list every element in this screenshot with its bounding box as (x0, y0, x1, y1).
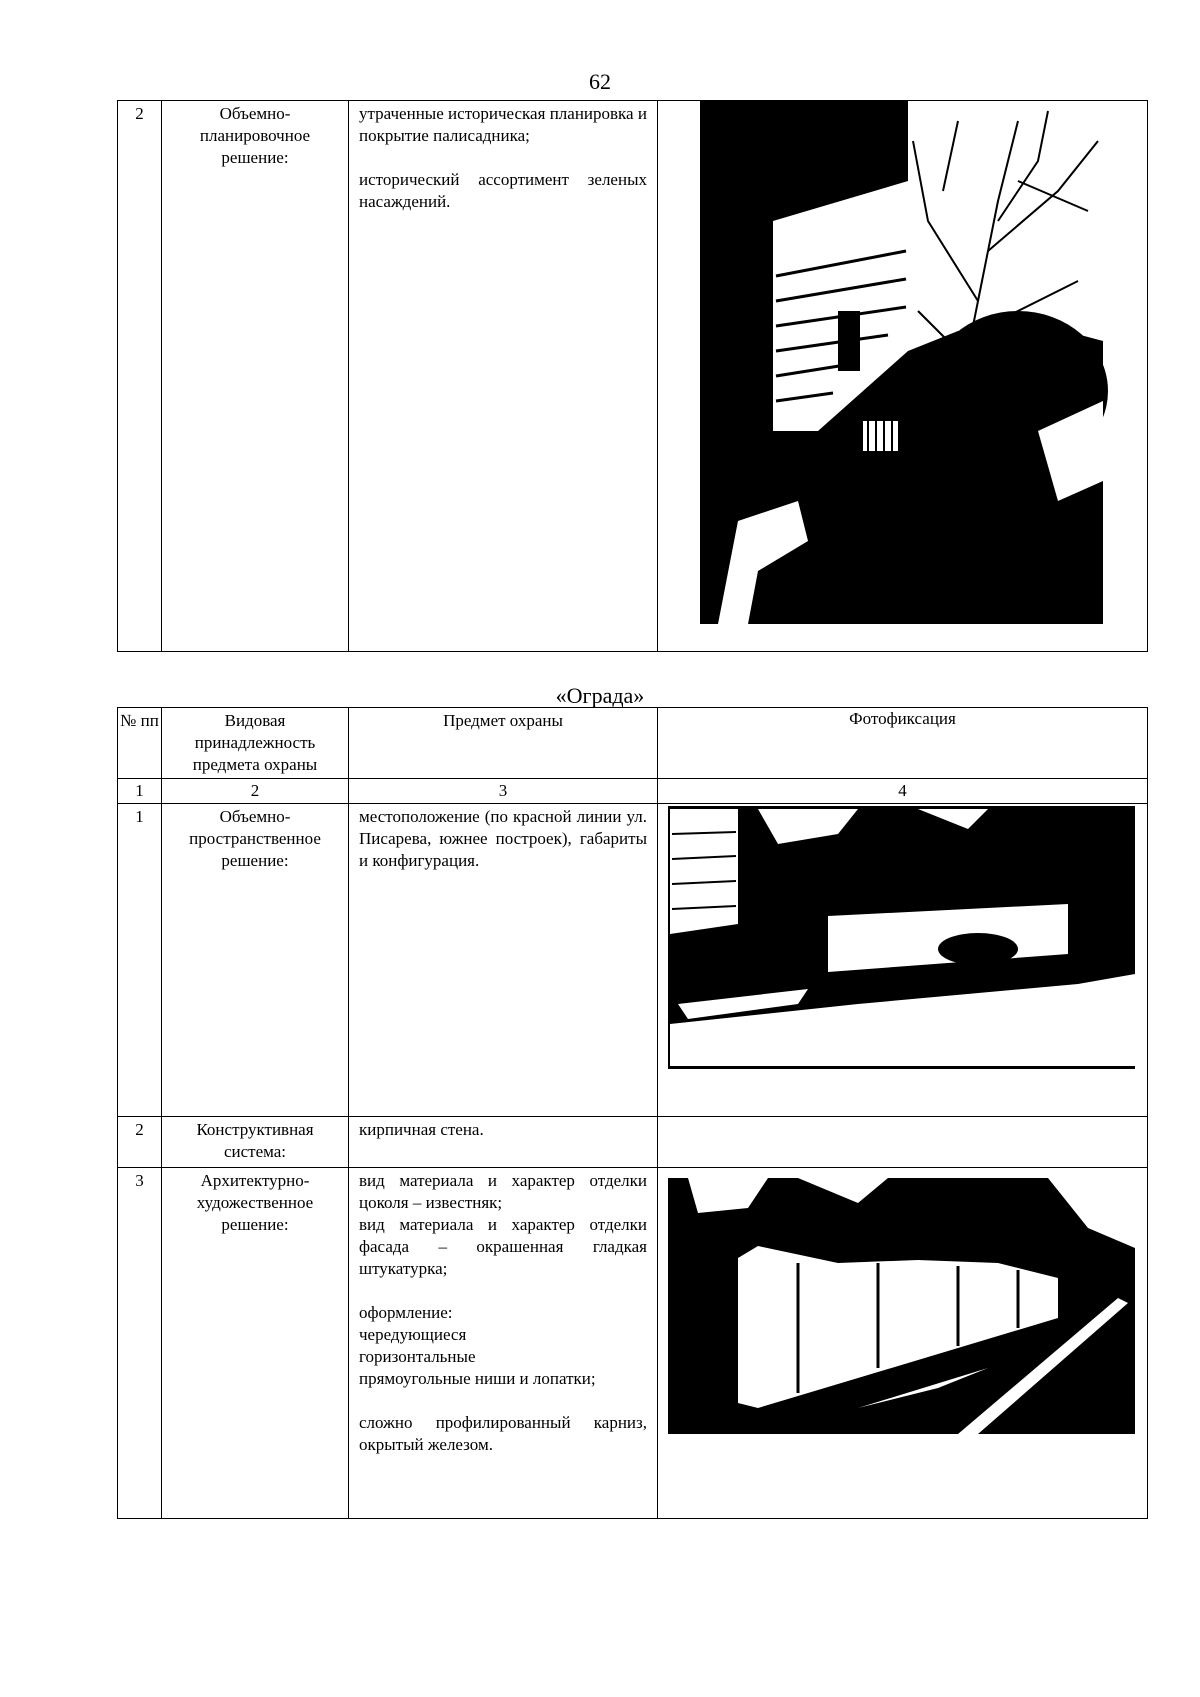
protection-type: Конструктивная система: (162, 1117, 349, 1168)
subject-item: прямоугольные ниши и лопатки; (359, 1369, 596, 1388)
protection-type: Архитектурно-художественное решение: (162, 1168, 349, 1519)
row-number: 3 (118, 1168, 162, 1519)
subject-item: местоположение (по красной линии ул. Писарева, южнее построек), габариты и конфигурация. (359, 807, 647, 870)
subject-item: утраченные историческая планировка и покрытие палисадника; (359, 104, 647, 145)
photo-cell (658, 101, 1148, 652)
subject-item: оформление: (359, 1303, 453, 1322)
row-number: 2 (118, 101, 162, 652)
row-number: 1 (118, 804, 162, 1117)
protection-subject (349, 101, 658, 652)
subject-item: чередующиеся (359, 1325, 467, 1344)
header-type: Видовая принадлежность предмета охраны (162, 708, 349, 779)
header-subject: Предмет охраны (349, 708, 658, 779)
subject-item: вид материала и характер отделки фасада – окрашенная гладкая штукатурка; (359, 1215, 647, 1278)
subject-item: горизонтальные (359, 1347, 476, 1366)
table-row (118, 1117, 1148, 1168)
section-title: «Ограда» (555, 683, 645, 708)
photo-cell (658, 1168, 1148, 1519)
subject-item: сложно профилированный карниз, окрытый железом. (359, 1413, 647, 1454)
column-number: 4 (658, 779, 1148, 804)
page-number: 62 (589, 69, 611, 94)
protection-subject (349, 1117, 658, 1168)
table-row (118, 804, 1148, 1117)
table-previous-section (117, 100, 1148, 652)
subject-item: вид материала и характер отделки цоколя – известняк; (359, 1171, 647, 1212)
table-row (118, 101, 1148, 652)
column-number: 3 (349, 779, 658, 804)
column-number: 2 (162, 779, 349, 804)
column-number: 1 (118, 779, 162, 804)
protection-subject (349, 804, 658, 1117)
photo-cell-empty (658, 1117, 1148, 1168)
fence-wall-photo (658, 1168, 1147, 1514)
column-numbers-row (118, 779, 1148, 804)
header-photo: Фотофиксация (658, 708, 1148, 779)
protection-type (162, 101, 349, 652)
protection-subject (349, 1168, 658, 1519)
row-number: 2 (118, 1117, 162, 1168)
fence-street-photo (658, 804, 1147, 1112)
table-fence (117, 707, 1148, 1519)
subject-item: кирпичная стена. (359, 1120, 484, 1139)
protection-type-text: Объемно-планировочное решение: (199, 104, 311, 167)
table-row (118, 1168, 1148, 1519)
photo-cell (658, 804, 1148, 1117)
subject-item: исторический ассортимент зеленых насаждений. (359, 170, 647, 211)
house-facade-photo (658, 101, 1147, 647)
protection-type: Объемно-пространственное решение: (162, 804, 349, 1117)
table-header-row (118, 708, 1148, 779)
header-num: № пп (118, 708, 162, 779)
